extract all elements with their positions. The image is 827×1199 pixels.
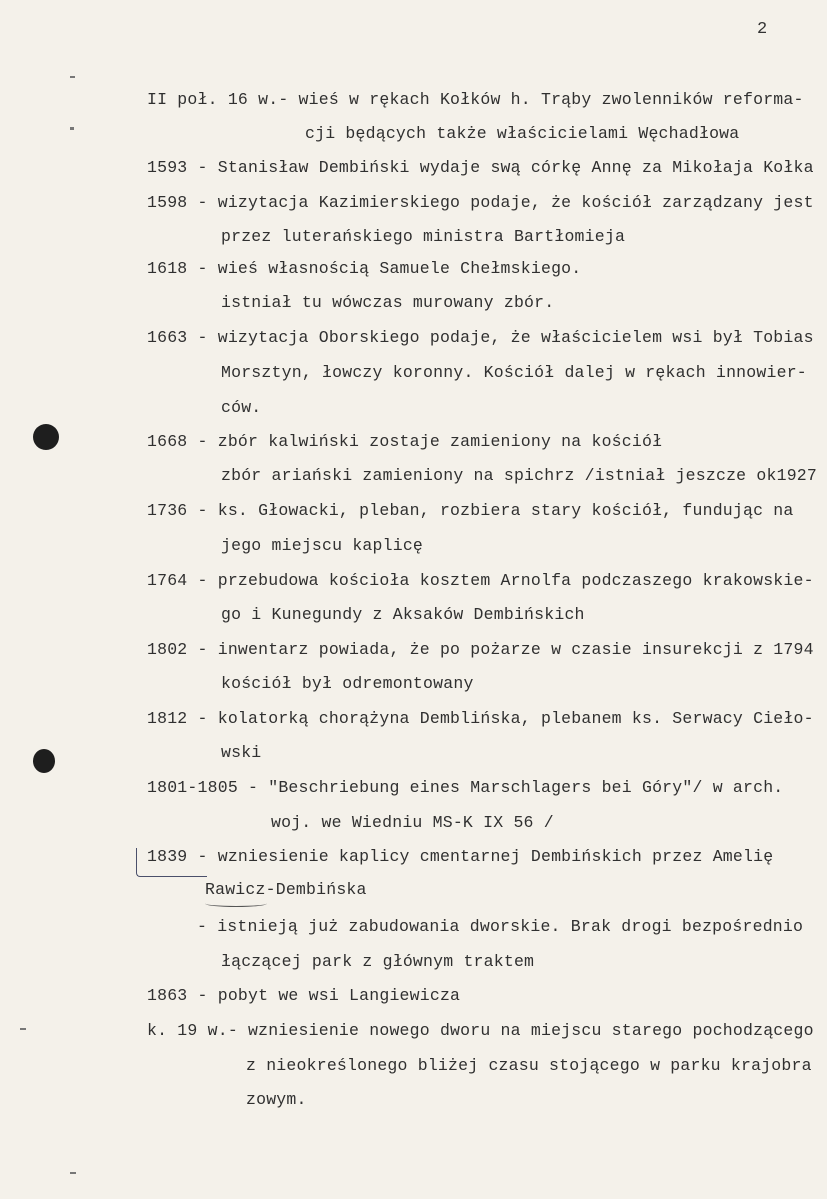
text-line: woj. we Wiedniu MS-K IX 56 / — [271, 813, 554, 832]
text-line: k. 19 w.- wzniesienie nowego dworu na miejscu starego pochodzącego — [147, 1021, 814, 1040]
text-line: łączącej park z głównym traktem — [221, 952, 535, 971]
text-line: Morsztyn, łowczy koronny. Kościół dalej w rękach innowier- — [221, 363, 807, 382]
text-line: cji będących także właścicielami Węchadłowa — [305, 124, 740, 143]
text-line: go i Kunegundy z Aksaków Dembińskich — [221, 605, 585, 624]
text-line: 1668 - zbór kalwiński zostaje zamieniony na kościół — [147, 432, 663, 451]
text-line: 1863 - pobyt we wsi Langiewicza — [147, 986, 461, 1005]
text-line: 1663 - wizytacja Oborskiego podaje, że właścicielem wsi był Tobias — [147, 328, 814, 347]
text-line: z nieokreślonego bliżej czasu stojącego w parku krajobra — [246, 1056, 812, 1075]
pencil-underline — [205, 900, 267, 907]
margin-speck — [70, 76, 75, 78]
text-line: jego miejscu kaplicę — [221, 536, 424, 555]
text-line: zowym. — [246, 1090, 307, 1109]
text-line: 1618 - wieś własnością Samuele Chełmskiego. — [147, 259, 582, 278]
text-line: - istnieją już zabudowania dworskie. Brak drogi bezpośrednio — [197, 917, 804, 936]
margin-speck — [70, 1172, 76, 1174]
text-line: 1598 - wizytacja Kazimierskiego podaje, że kościół zarządzany jest — [147, 193, 814, 212]
margin-speck — [20, 1028, 26, 1030]
text-line: 1802 - inwentarz powiada, że po pożarze w czasie insurekcji z 1794 — [147, 640, 814, 659]
margin-speck — [70, 127, 74, 130]
text-line: 1812 - kolatorką chorążyna Demblińska, plebanem ks. Serwacy Cieło- — [147, 709, 814, 728]
text-line: wski — [221, 743, 262, 762]
text-line: Rawicz-Dembińska — [205, 880, 367, 899]
text-line: zbór ariański zamieniony na spichrz /istniał jeszcze ok1927 — [221, 466, 817, 485]
text-line: 1764 - przebudowa kościoła kosztem Arnolfa podczaszego krakowskie- — [147, 571, 814, 590]
text-line: 1801-1805 - "Beschriebung eines Marschlagers bei Góry"/ w arch. — [147, 778, 784, 797]
text-line: 1593 - Stanisław Dembiński wydaje swą córkę Annę za Mikołaja Kołka — [147, 158, 814, 177]
text-line: istniał tu wówczas murowany zbór. — [221, 293, 555, 312]
text-line: przez luterańskiego ministra Bartłomieja — [221, 227, 626, 246]
page-number: 2 — [757, 20, 768, 39]
text-line: ców. — [221, 398, 262, 417]
text-line: kościół był odremontowany — [221, 674, 474, 693]
text-line: 1839 - wzniesienie kaplicy cmentarnej Dembińskich przez Amelię — [147, 847, 774, 866]
punch-hole-top — [33, 424, 59, 450]
punch-hole-bottom — [33, 749, 55, 773]
text-line: 1736 - ks. Głowacki, pleban, rozbiera stary kościół, fundując na — [147, 501, 794, 520]
text-line: II poł. 16 w.- wieś w rękach Kołków h. Trąby zwolenników reforma- — [147, 90, 804, 109]
